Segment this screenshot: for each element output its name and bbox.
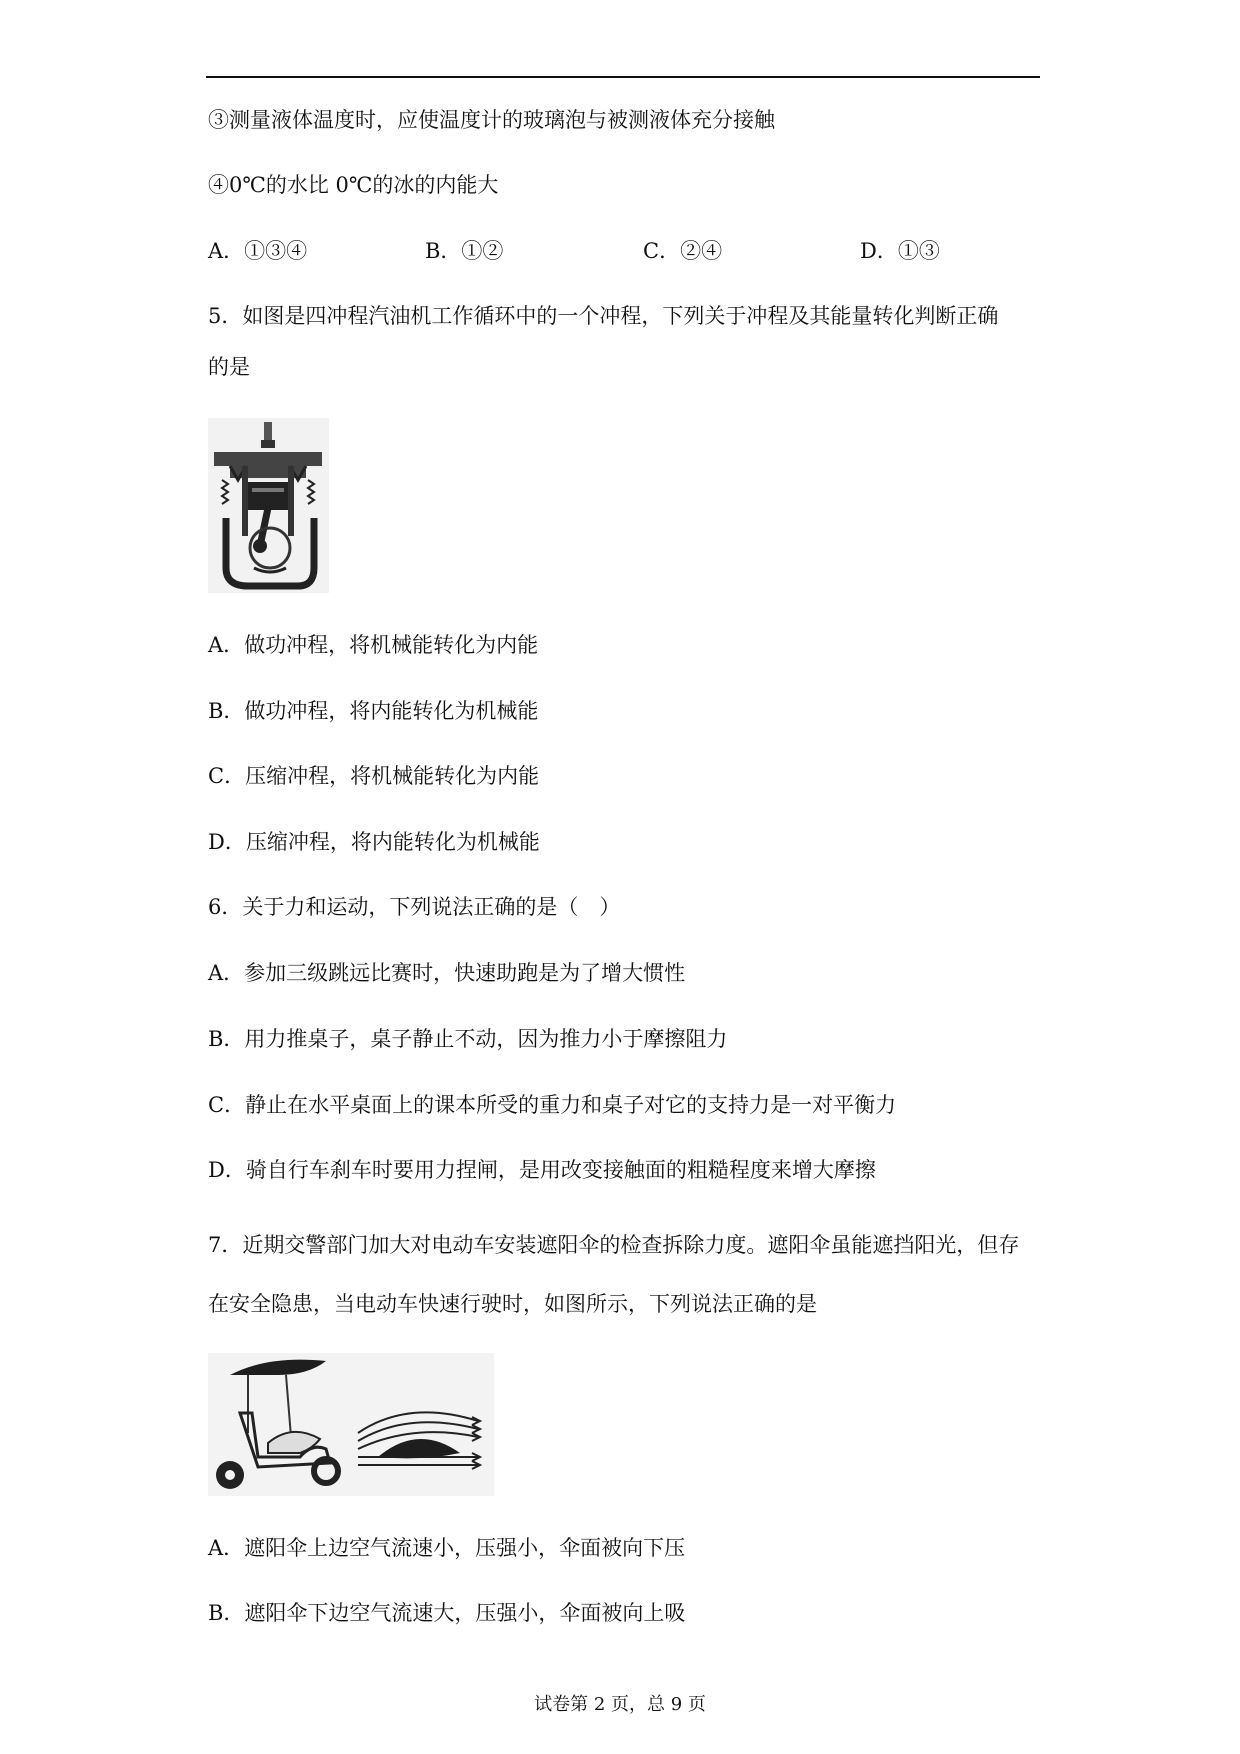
q7-option-b: B．遮阳伞下边空气流速大，压强小，伞面被向上吸 bbox=[208, 1601, 686, 1625]
q4-option-c: C．②④ bbox=[643, 239, 723, 263]
q4-option-d: D．①③ bbox=[860, 239, 940, 263]
q5-option-a: A．做功冲程，将机械能转化为内能 bbox=[208, 633, 539, 657]
q6-option-c: C．静止在水平桌面上的课本所受的重力和桌子对它的支持力是一对平衡力 bbox=[208, 1093, 897, 1117]
statement-3: ③测量液体温度时，应使温度计的玻璃泡与被测液体充分接触 bbox=[208, 108, 775, 132]
q6-option-b: B．用力推桌子，桌子静止不动，因为推力小于摩擦阻力 bbox=[208, 1027, 728, 1051]
q6-option-a: A．参加三级跳远比赛时，快速助跑是为了增大惯性 bbox=[208, 961, 686, 985]
page-footer: 试卷第 2 页，总 9 页 bbox=[534, 1694, 706, 1715]
q5-option-d: D．压缩冲程，将内能转化为机械能 bbox=[208, 830, 540, 854]
scooter-umbrella-figure bbox=[208, 1353, 494, 1496]
q4-option-a: A．①③④ bbox=[208, 239, 308, 263]
q7-stem-line1: 7．近期交警部门加大对电动车安装遮阳伞的检查拆除力度。遮阳伞虽能遮挡阳光，但存 bbox=[208, 1233, 1020, 1257]
q4-option-b: B．①② bbox=[425, 239, 504, 263]
q7-option-a: A．遮阳伞上边空气流速小，压强小，伞面被向下压 bbox=[208, 1536, 686, 1560]
statement-4: ④0℃的水比 0℃的冰的内能大 bbox=[208, 173, 499, 197]
q5-stem-line1: 5．如图是四冲程汽油机工作循环中的一个冲程，下列关于冲程及其能量转化判断正确 bbox=[208, 304, 999, 328]
q7-stem-line2: 在安全隐患，当电动车快速行驶时，如图所示，下列说法正确的是 bbox=[208, 1292, 817, 1316]
q6-stem: 6．关于力和运动，下列说法正确的是（ ） bbox=[208, 895, 621, 919]
q5-option-b: B．做功冲程，将内能转化为机械能 bbox=[208, 699, 539, 723]
header-rule bbox=[206, 76, 1040, 78]
q5-option-c: C．压缩冲程，将机械能转化为内能 bbox=[208, 764, 540, 788]
q6-option-d: D．骑自行车刹车时要用力捏闸，是用改变接触面的粗糙程度来增大摩擦 bbox=[208, 1158, 876, 1182]
q5-stem-line2: 的是 bbox=[208, 355, 250, 379]
engine-stroke-figure bbox=[208, 418, 329, 593]
